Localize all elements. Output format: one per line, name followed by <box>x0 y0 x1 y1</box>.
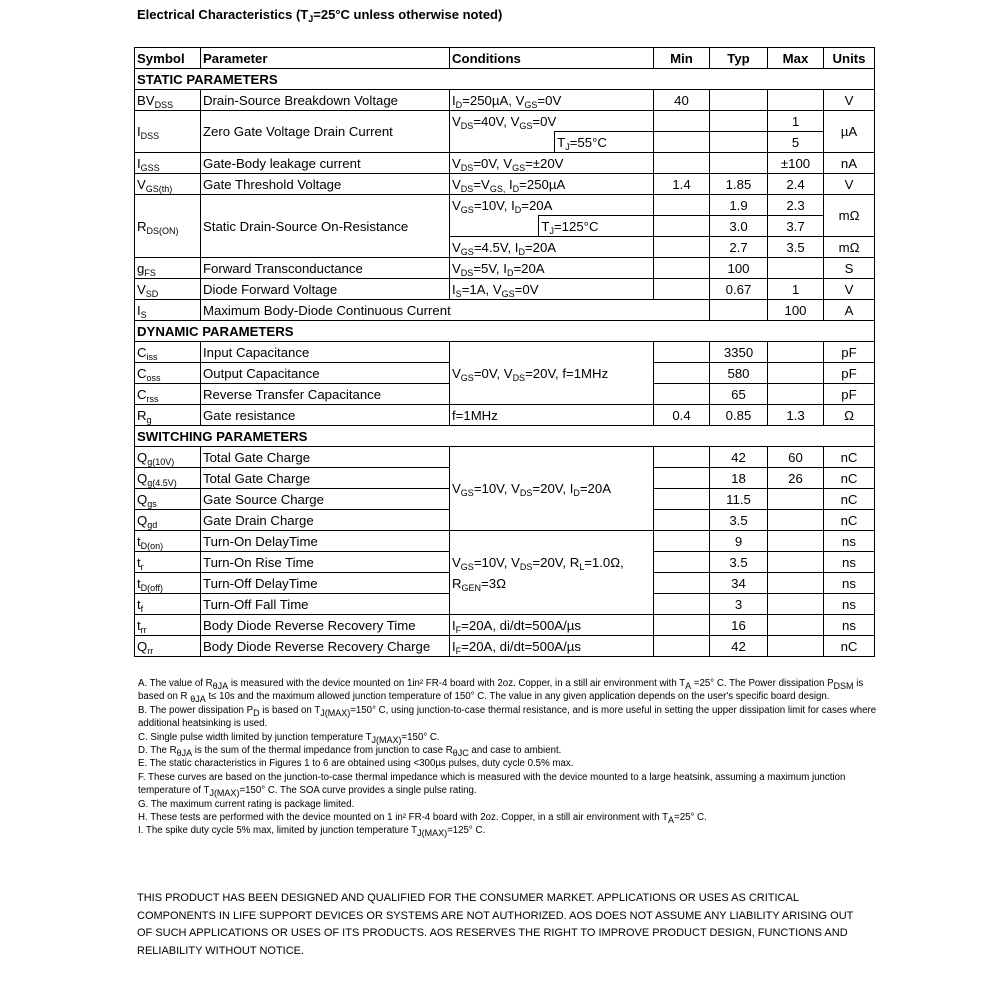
symbol-cell: $Q_{gs}$ <box>135 489 201 510</box>
table-row <box>135 636 875 657</box>
units-cell: nC <box>824 468 875 489</box>
footnote-g: G. The maximum current rating is package limited. <box>138 798 355 810</box>
conditions-cell: $V_{DS}=0V$, $V_{GS}=\pm 20V$ <box>450 153 654 174</box>
footnote-i: I. The spike duty cycle 5% max, limited by junction temperature $T_{J(MAX)}=125^\circ$ C. <box>138 825 486 839</box>
table-row <box>135 258 875 279</box>
units-cell: µA <box>824 111 875 153</box>
symbol-cell: $C_{iss}$ <box>135 342 201 363</box>
disclaimer: THIS PRODUCT HAS BEEN DESIGNED AND QUALIFIED FOR THE CONSUMER MARKET. APPLICATIONS OR USES AS CRITICAL COMPONENTS IN LIFE SUPPORT DEVICES OR SYSTEMS ARE NOT AUTHORIZED. AOS DOES NOT ASSUME ANY LIABILITY ARISING OUT OF SUCH APPLICATIONS OR USES OF ITS PRODUCTS. AOS RESERVES THE RIGHT TO IMPROVE PRODUCT DESIGN, FUNCTIONS AND RELIABILITY WITHOUT NOTICE. <box>137 892 854 957</box>
parameter-cell: Input Capacitance <box>201 342 450 363</box>
symbol-cell: $V_{SD}$ <box>135 279 201 300</box>
table-header-row <box>135 48 875 69</box>
max-cell <box>768 510 824 531</box>
min-cell: 1.4 <box>654 174 710 195</box>
typ-cell: 0.67 <box>710 279 768 300</box>
header-parameter: Parameter <box>201 48 450 69</box>
min-cell: 40 <box>654 90 710 111</box>
units-cell: mΩ <box>824 195 875 237</box>
min-cell <box>654 300 710 321</box>
units-cell: A <box>824 300 875 321</box>
typ-cell: 16 <box>710 615 768 636</box>
conditions-cell: $I_D=250\mu A$, $V_{GS}=0V$ <box>450 90 654 111</box>
table-row <box>135 342 875 363</box>
min-cell <box>654 531 710 552</box>
max-cell <box>768 573 824 594</box>
parameter-cell: Body Diode Reverse Recovery Charge <box>201 636 450 657</box>
typ-cell: 3.5 <box>710 510 768 531</box>
typ-cell: 3.5 <box>710 552 768 573</box>
header-symbol: Symbol <box>135 48 201 69</box>
footnote-e: E. The static characteristics in Figures 1 to 6 are obtained using <300µs pulses, duty cycle 0.5% max. <box>138 758 574 770</box>
conditions-cell: $V_{GS}=10V$, $I_D=20A$ $T_J=125^\circ C$ <box>450 195 654 237</box>
max-cell <box>768 363 824 384</box>
parameter-cell: Gate Drain Charge <box>201 510 450 531</box>
symbol-cell: $C_{rss}$ <box>135 384 201 405</box>
typ-cell <box>710 132 768 153</box>
symbol-cell: $t_{D(off)}$ <box>135 573 201 594</box>
units-cell: ns <box>824 531 875 552</box>
units-cell: V <box>824 90 875 111</box>
min-cell <box>654 237 710 258</box>
max-cell <box>768 594 824 615</box>
symbol-cell: $I_{GSS}$ <box>135 153 201 174</box>
table-row <box>135 405 875 426</box>
parameter-cell: Gate Source Charge <box>201 489 450 510</box>
conditions-cell: $I_F=20A$, di/dt=500A/µs <box>450 615 654 636</box>
typ-cell <box>710 153 768 174</box>
parameter-cell: Output Capacitance <box>201 363 450 384</box>
units-cell: mΩ <box>824 237 875 258</box>
min-cell <box>654 258 710 279</box>
min-cell <box>654 636 710 657</box>
section-switching: SWITCHING PARAMETERS <box>135 426 875 447</box>
max-cell <box>768 258 824 279</box>
parameter-cell: Turn-On DelayTime <box>201 531 450 552</box>
typ-cell: 42 <box>710 447 768 468</box>
typ-cell <box>710 90 768 111</box>
min-cell: 0.4 <box>654 405 710 426</box>
parameter-cell: Turn-Off DelayTime <box>201 573 450 594</box>
conditions-cell: $I_F=20A$, di/dt=500A/µs <box>450 636 654 657</box>
min-cell <box>654 132 710 153</box>
symbol-cell: $I_S$ <box>135 300 201 321</box>
units-cell: pF <box>824 363 875 384</box>
footnote-f: F. These curves are based on the junction-to-case thermal impedance which is measured with the device mounted to a large heatsink, assuming a maximum junction temperature of $T_{J(MAX)}=150^\circ$ C. The SOA curve provides a single pulse rating. <box>138 771 846 799</box>
units-cell: Ω <box>824 405 875 426</box>
conditions-cell: $V_{GS}=4.5V$, $I_D=20A$ <box>450 237 654 258</box>
header-typ: Typ <box>710 48 768 69</box>
typ-cell: 9 <box>710 531 768 552</box>
typ-cell: 2.7 <box>710 237 768 258</box>
table-row <box>135 111 875 132</box>
table-row <box>135 615 875 636</box>
tj-condition: $T_J=125^\circ C$ <box>539 216 653 237</box>
max-cell <box>768 531 824 552</box>
typ-cell: 1.9 <box>710 195 768 216</box>
conditions-cell: f=1MHz <box>450 405 654 426</box>
min-cell <box>654 489 710 510</box>
table-row <box>135 279 875 300</box>
typ-cell <box>710 111 768 132</box>
symbol-cell: $t_{rr}$ <box>135 615 201 636</box>
parameter-cell: Gate resistance <box>201 405 450 426</box>
table-row <box>135 153 875 174</box>
typ-cell: 34 <box>710 573 768 594</box>
min-cell <box>654 573 710 594</box>
max-cell: 3.7 <box>768 216 824 237</box>
conditions-cell: $V_{GS}=10V$, $V_{DS}=20V$, $I_D=20A$ <box>450 447 654 531</box>
max-cell <box>768 342 824 363</box>
max-cell: 1 <box>768 111 824 132</box>
conditions-cell: $V_{DS}=V_{GS,}$ $I_D=250\mu A$ <box>450 174 654 195</box>
header-min: Min <box>654 48 710 69</box>
min-cell <box>654 342 710 363</box>
typ-cell: 3350 <box>710 342 768 363</box>
min-cell <box>654 195 710 216</box>
section-static: STATIC PARAMETERS <box>135 69 875 90</box>
typ-cell: 1.85 <box>710 174 768 195</box>
typ-cell: 580 <box>710 363 768 384</box>
max-cell <box>768 636 824 657</box>
units-cell: nA <box>824 153 875 174</box>
min-cell <box>654 111 710 132</box>
footnote-a: A. The value of $R_{\theta JA}$ is measured with the device mounted on 1in² FR-4 board with 2oz. Copper, in a still air environment with $T_A =25^\circ$ C. The Power dissipation $P_{DSM}$ is based on R $_{\theta JA}$ t≤ 10s and the maximum allowed junction temperature of 150° C. The value in any given application depends on the user's specific board design. <box>138 678 864 705</box>
units-cell: V <box>824 279 875 300</box>
header-units: Units <box>824 48 875 69</box>
typ-cell: 18 <box>710 468 768 489</box>
symbol-cell: $BV_{DSS}$ <box>135 90 201 111</box>
conditions-cell: $V_{DS}=5V$, $I_D=20A$ <box>450 258 654 279</box>
symbol-cell: $Q_{rr}$ <box>135 636 201 657</box>
min-cell <box>654 363 710 384</box>
units-cell: nC <box>824 447 875 468</box>
tj-condition: $T_J=55^\circ C$ <box>555 132 653 153</box>
electrical-characteristics-table <box>134 47 875 657</box>
min-cell <box>654 279 710 300</box>
max-cell <box>768 552 824 573</box>
footnote-d: D. The $R_{\theta JA}$ is the sum of the thermal impedance from junction to case $R_{\theta JC}$ and case to ambient. <box>138 745 562 759</box>
units-cell: pF <box>824 342 875 363</box>
typ-cell: 100 <box>710 258 768 279</box>
footnote-b: B. The power dissipation $P_D$ is based on $T_{J(MAX)}=150^\circ$ C, using junction-to-case thermal resistance, and is more useful in setting the upper dissipation limit for cases where additional heatsinking is used. <box>138 704 877 730</box>
parameter-cell: Reverse Transfer Capacitance <box>201 384 450 405</box>
min-cell <box>654 552 710 573</box>
table-row <box>135 300 875 321</box>
max-cell: 1.3 <box>768 405 824 426</box>
symbol-cell: $t_{D(on)}$ <box>135 531 201 552</box>
typ-cell: 65 <box>710 384 768 405</box>
typ-cell: 11.5 <box>710 489 768 510</box>
max-cell: 3.5 <box>768 237 824 258</box>
min-cell <box>654 594 710 615</box>
symbol-cell: $V_{GS(th)}$ <box>135 174 201 195</box>
table-row <box>135 195 875 216</box>
typ-cell <box>710 300 768 321</box>
units-cell: nC <box>824 510 875 531</box>
parameter-cell: Maximum Body-Diode Continuous Current <box>201 300 654 321</box>
min-cell <box>654 510 710 531</box>
parameter-cell: Gate-Body leakage current <box>201 153 450 174</box>
symbol-cell: $t_r$ <box>135 552 201 573</box>
min-cell <box>654 468 710 489</box>
symbol-cell: $t_f$ <box>135 594 201 615</box>
table-row <box>135 90 875 111</box>
symbol-cell: $C_{oss}$ <box>135 363 201 384</box>
parameter-cell: Drain-Source Breakdown Voltage <box>201 90 450 111</box>
parameter-cell: Static Drain-Source On-Resistance <box>201 195 450 258</box>
parameter-cell: Body Diode Reverse Recovery Time <box>201 615 450 636</box>
footnote-c: C. Single pulse width limited by junction temperature $T_{J(MAX)}=150^\circ$ C. <box>138 731 440 745</box>
parameter-cell: Turn-Off Fall Time <box>201 594 450 615</box>
symbol-cell: $R_{DS(ON)}$ <box>135 195 201 258</box>
units-cell: nC <box>824 636 875 657</box>
footnotes <box>138 677 878 838</box>
units-cell: S <box>824 258 875 279</box>
section-dynamic: DYNAMIC PARAMETERS <box>135 321 875 342</box>
symbol-cell: $Q_{g(4.5V)}$ <box>135 468 201 489</box>
footnote-h: H. These tests are performed with the device mounted on 1 in² FR-4 board with 2oz. Copper, in a still air environment with $T_A=25^\circ$ C. <box>138 812 707 826</box>
parameter-cell: Total Gate Charge <box>201 468 450 489</box>
max-cell <box>768 489 824 510</box>
min-cell <box>654 447 710 468</box>
max-cell: 26 <box>768 468 824 489</box>
units-cell: ns <box>824 552 875 573</box>
conditions-cell: $I_S=1A$, $V_{GS}=0V$ <box>450 279 654 300</box>
units-cell: nC <box>824 489 875 510</box>
parameter-cell: Turn-On Rise Time <box>201 552 450 573</box>
min-cell <box>654 384 710 405</box>
parameter-cell: Forward Transconductance <box>201 258 450 279</box>
max-cell: 2.3 <box>768 195 824 216</box>
units-cell: ns <box>824 594 875 615</box>
symbol-cell: $g_{FS}$ <box>135 258 201 279</box>
parameter-cell: Total Gate Charge <box>201 447 450 468</box>
table-row <box>135 531 875 552</box>
max-cell <box>768 615 824 636</box>
parameter-cell: Zero Gate Voltage Drain Current <box>201 111 450 153</box>
typ-cell: 0.85 <box>710 405 768 426</box>
conditions-cell: $V_{GS}=10V$, $V_{DS}=20V$, $R_L=1.0\Omega$, $R_{GEN}=3\Omega$ <box>450 531 654 615</box>
min-cell <box>654 153 710 174</box>
symbol-cell: $Q_{gd}$ <box>135 510 201 531</box>
max-cell: ±100 <box>768 153 824 174</box>
parameter-cell: Gate Threshold Voltage <box>201 174 450 195</box>
min-cell <box>654 216 710 237</box>
max-cell <box>768 384 824 405</box>
max-cell: 60 <box>768 447 824 468</box>
max-cell: 100 <box>768 300 824 321</box>
typ-cell: 3 <box>710 594 768 615</box>
max-cell <box>768 90 824 111</box>
symbol-cell: $I_{DSS}$ <box>135 111 201 153</box>
symbol-cell: $R_g$ <box>135 405 201 426</box>
typ-cell: 42 <box>710 636 768 657</box>
units-cell: ns <box>824 573 875 594</box>
typ-cell: 3.0 <box>710 216 768 237</box>
max-cell: 2.4 <box>768 174 824 195</box>
max-cell: 5 <box>768 132 824 153</box>
min-cell <box>654 615 710 636</box>
parameter-cell: Diode Forward Voltage <box>201 279 450 300</box>
symbol-cell: $Q_{g(10V)}$ <box>135 447 201 468</box>
table-row <box>135 447 875 468</box>
conditions-cell: $V_{DS}=40V$, $V_{GS}=0V$ $T_J=55^\circ C$ <box>450 111 654 153</box>
header-max: Max <box>768 48 824 69</box>
units-cell: ns <box>824 615 875 636</box>
max-cell: 1 <box>768 279 824 300</box>
units-cell: pF <box>824 384 875 405</box>
header-conditions: Conditions <box>450 48 654 69</box>
page-title: Electrical Characteristics ($T_J=25^\circ C$ unless otherwise noted) <box>137 7 503 24</box>
units-cell: V <box>824 174 875 195</box>
conditions-cell: $V_{GS}=0V$, $V_{DS}=20V$, f=1MHz <box>450 342 654 405</box>
table-row <box>135 174 875 195</box>
